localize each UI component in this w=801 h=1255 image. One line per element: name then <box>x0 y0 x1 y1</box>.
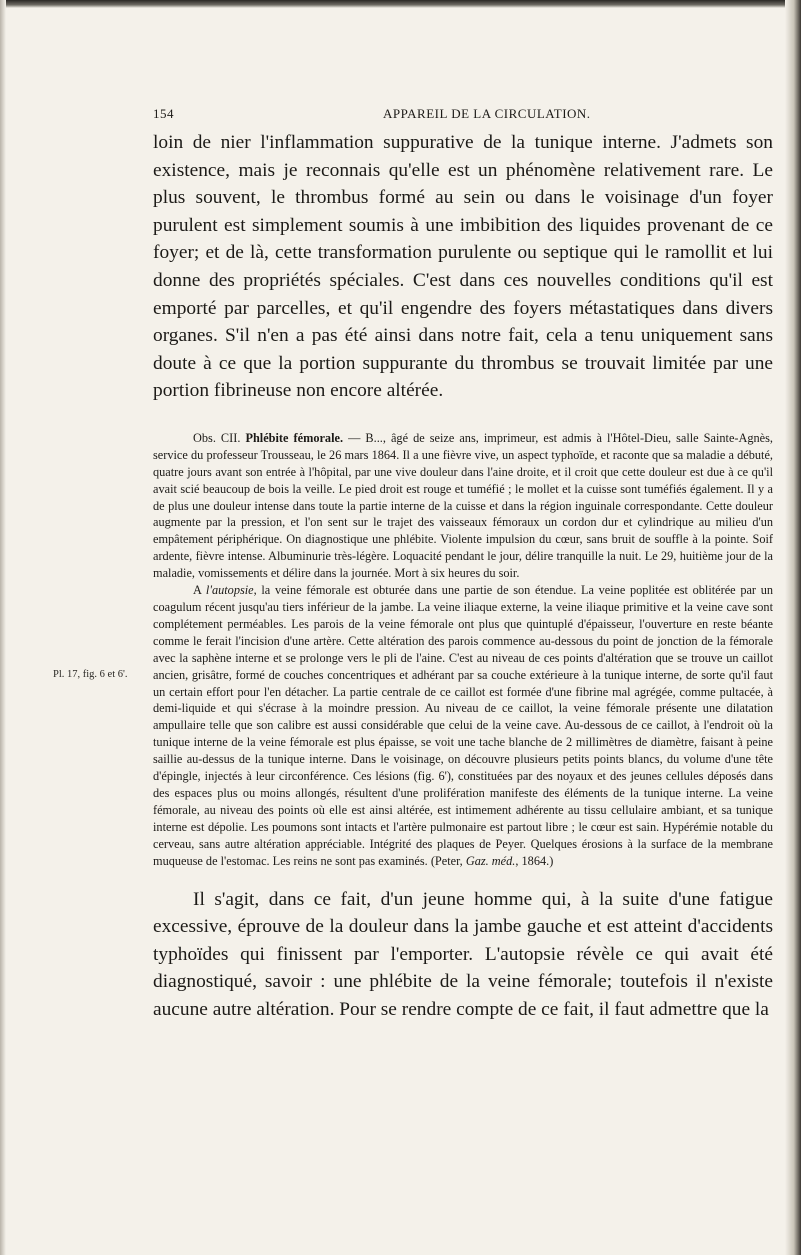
reference-close: , 1864.) <box>515 853 554 868</box>
paragraph-commentary: Il s'agit, dans ce fait, d'un jeune homme qui, à la suite d'une fatigue excessive, éprouve de la douleur dans la jambe gauche et est atteint d'accidents typhoïdes qui finissent par l'emporter. L'autopsie révèle ce qui avait été diagnostiqué, savoir : une phlébite de la veine fémorale; toutefois il n'existe aucune autre altération. Pour se rendre compte de ce fait, il faut admettre que la <box>153 888 773 1020</box>
reference-open: (Peter, <box>430 853 466 868</box>
paragraph-intro: loin de nier l'inflammation suppurative de la tunique interne. J'admets son existence, mais je reconnais qu'elle est un phénomène relativement rare. Le plus souvent, le thrombus formé au sein ou dans le voisinage d'un foyer purulent est simplement soumis à une imbibition des liquides provenant de ce foyer; et de là, cette transformation purulente ou septique qui le ramollit et lui donne des propriétés spéciales. C'est dans ces nouvelles conditions qu'il est emporté par parcelles, et qu'il engendre des foyers métastatiques dans divers organes. S'il n'en a pas été ainsi dans notre fait, cela a tenu uniquement sans doute à ce que la portion suppurante du thrombus se trouvait limitée par une portion fibrineuse non encore altérée. <box>153 132 773 402</box>
page-top-edge <box>0 0 801 8</box>
margin-note-plate-reference: Pl. 17, fig. 6 et 6'. <box>53 669 128 680</box>
autopsy-term: l'autopsie <box>205 583 254 598</box>
page-body <box>153 129 773 1023</box>
observation-paragraph <box>153 430 773 582</box>
running-head: APPAREIL DE LA CIRCULATION. <box>383 106 591 121</box>
observation-label: Obs. CII. <box>193 430 241 445</box>
reference-journal: Gaz. méd. <box>465 853 516 868</box>
autopsy-prefix: A <box>193 583 206 598</box>
page-header <box>153 106 773 126</box>
observation-autopsy-paragraph <box>153 582 773 869</box>
page-right-edge <box>785 0 801 1255</box>
observation-text-autopsy: , la veine fémorale est obturée dans une partie de son étendue. La veine poplitée est oblitérée par un coagulum récent jusqu'au tiers inférieur de la jambe. La veine iliaque externe, la veine iliaque primitive et la veine cave sont complétement perméables. Les parois de la veine fémorale ont plus que quintuplé d'épaisseur, l'ouverture en reste béante comme le ferait l'incision d'une artère. Cette altération des parois commence au-dessous du point de jonction de la fémorale avec la saphène interne et se prolonge vers le pli de l'aine. C'est au niveau de ces points d'altération que se trouve un caillot ancien, grisâtre, formé de couches concentriques et adhérant par sa couche extérieure à la tunique interne, de sorte qu'il faut un certain effort pour l'en détacher. La partie centrale de ce caillot est formée d'une fibrine mal agrégée, comme pultacée, à demi-liquide et qui s'écrase à la moindre pression. Au niveau de ce caillot, la veine fémorale présente une dilatation ampullaire telle que son calibre est aussi considérable que celui de la veine cave. Au-dessous de ce caillot, à l'endroit où la tunique interne de la veine fémorale est plus épaisse, se voit une tache blanche de 2 millimètres de diamètre, faisant à peine saillie au-dessus de la tunique interne. Dans le voisinage, on découvre plusieurs petits points blancs, du volume d'une tête d'épingle, injectés à leur circonférence. Ces lésions (fig. 6'), constituées par des noyaux et des jeunes cellules déposés dans des espaces plus ou moins allongés, résultent d'une prolifération manifeste des éléments de la tunique interne. La veine fémorale, au niveau des points où elle est ainsi altérée, est intimement adhérente au tissu cellulaire ambiant, et sa tunique interne est dépolie. Les poumons sont intacts et l'artère pulmonaire est partout libre ; le cœur est sain. Hypérémie notable du cerveau, sans autre altération appréciable. Intégrité des plaques de Peyer. Quelques érosions à la surface de la membrane muqueuse de l'estomac. Les reins ne sont pas examinés. <box>153 583 774 868</box>
observation-title: Phlébite fémorale. <box>245 430 344 445</box>
page-number: 154 <box>153 106 174 121</box>
page-left-edge <box>0 0 6 1255</box>
observation-block <box>153 430 773 870</box>
observation-text-clinical: — B..., âgé de seize ans, imprimeur, est admis à l'Hôtel-Dieu, salle Sainte-Agnès, service du professeur Trousseau, le 26 mars 1864. Il a une fièvre vive, un aspect typhoïde, et raconte que sa maladie a débuté, quatre jours avant son entrée à l'hôpital, par une vive douleur dans l'aine droite, et il croit que cette douleur est due à ce qu'il avait scié beaucoup de bois la veille. Le pied droit est rouge et tuméfié ; le mollet et la cuisse sont tuméfiés également. Il y a de plus une douleur intense dans toute la partie interne de la cuisse et dans la région inguinale correspondante. Cette douleur augmente par la pression, et l'on sent sur le trajet des vaisseaux fémoraux un cordon dur et cylindrique au milieu d'un empâtement périphérique. On diagnostique une phlébite. Violente impulsion du cœur, sans bruit de souffle à la pointe. Soif ardente, fièvre intense. Albuminurie très-légère. Loquacité pendant le jour, délire tranquille la nuit. Le 29, huitième jour de la maladie, vomissements et délire dans la journée. Mort à six heures du soir. <box>153 430 773 581</box>
